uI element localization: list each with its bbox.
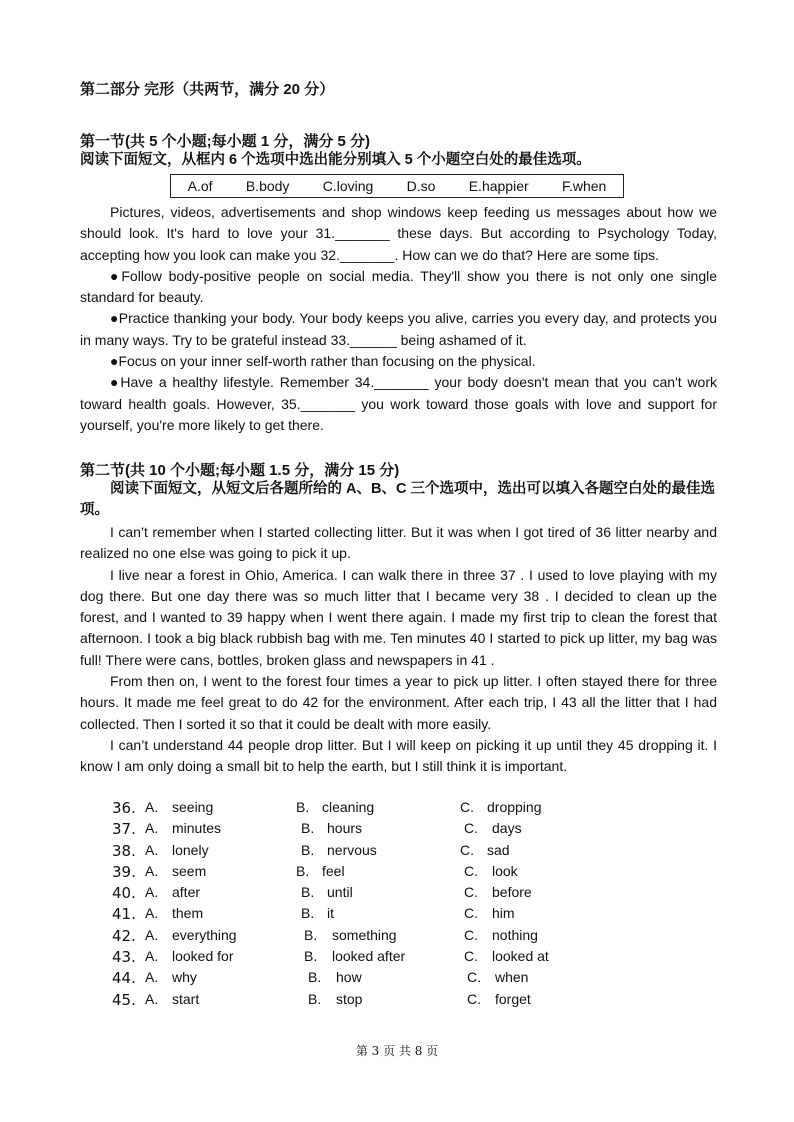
bullet-item: ●Practice thanking your body. Your body keeps you alive, carries you every day, and protects you in many ways. Try to be grateful instead 33.______ being ashamed of it. — [80, 310, 717, 348]
section2-instruction: 阅读下面短文，从短文后各题所给的 A、B、C 三个选项中，选出可以填入各题空白处的最佳选项。 — [80, 481, 715, 518]
paragraph: I can’t understand 44 people drop litter. But I will keep on picking it up until they 45 dropping it. I know I am only doing a small bit to help the earth, but I still think it is important. — [80, 736, 717, 775]
choice-row: 45. A. start B. stop C. forget — [112, 990, 531, 1009]
choice-row: 42. A. everything B. something C. nothing — [112, 926, 538, 945]
section1-title: 第一节(共 5 个小题;每小题 1 分，满分 5 分) — [80, 133, 371, 150]
bullet-icon: ● — [110, 374, 121, 391]
paragraph: Pictures, videos, advertisements and shop windows keep feeding us messages about how we should look. It's hard to love your 31._______ these days. But according to Psychology Today, accepting how you look can make you 32._______. How can we do that? Here are some tips. — [80, 204, 717, 263]
paragraph: I can’t remember when I started collecting litter. But it was when I got tired of 36 litter nearby and realized no one else was going to pick it up. — [80, 524, 717, 562]
option-a: A.of — [187, 178, 213, 194]
option-d: D.so — [406, 178, 436, 194]
part-title: 第二部分 完形（共两节，满分 20 分） — [80, 81, 335, 98]
bullet-icon: ● — [110, 267, 122, 284]
paragraph: From then on, I went to the forest four times a year to pick up litter. I often stayed there for three hours. It made me feel great to do 42 for the environment. After each trip, I 43 all the litter that I had collected. Then I sorted it so that it could be dealt with more easily. — [80, 673, 717, 732]
choice-row: 37. A. minutes B. hours C. days — [112, 820, 522, 839]
choice-row: 43. A. looked for B. looked after C. looked at — [112, 948, 549, 967]
section2-passage — [80, 522, 717, 778]
option-b: B.body — [245, 178, 290, 194]
choices-list — [112, 799, 612, 1012]
choice-row: 41. A. them B. it C. him — [112, 905, 515, 924]
option-box — [170, 174, 624, 198]
choice-row: 40. A. after B. until C. before — [112, 884, 532, 903]
choice-row: 36. A. seeing B. cleaning C. dropping — [112, 799, 542, 817]
bullet-icon: ● — [110, 353, 119, 370]
choice-row: 44. A. why B. how C. when — [112, 969, 529, 988]
section1-instruction: 阅读下面短文，从框内 6 个选项中选出能分别填入 5 个小题空白处的最佳选项。 — [80, 152, 591, 168]
section1-passage — [80, 202, 717, 436]
section2-title: 第二节(共 10 个小题;每小题 1.5 分，满分 15 分) — [80, 462, 400, 479]
choice-row: 39. A. seem B. feel C. look — [112, 862, 518, 881]
paragraph: I live near a forest in Ohio, America. I can walk there in three 37 . I used to love playing with my dog there. But one day there was so much litter that I became very 38 . I decided to clean up the forest, and I wanted to 39 happy when I went there again. I made my first trip to clean the forest that afternoon. I took a big black rubbish bag with me. Ten minutes 40 I started to pick up litter, my bag was full! There were cans, bottles, broken glass and newspapers in 41 . — [80, 566, 717, 668]
option-c: C.loving — [322, 178, 374, 194]
choice-row: 38. A. lonely B. nervous C. sad — [112, 841, 510, 860]
page-footer: 第 3 页 共 8 页 — [355, 1044, 439, 1058]
option-f: F.when — [561, 178, 607, 194]
bullet-item: ●Follow body-positive people on social media. They'll show you there is not only one single standard for beauty. — [80, 267, 717, 306]
bullet-item: ●Focus on your inner self-worth rather than focusing on the physical. — [110, 353, 536, 370]
option-e: E.happier — [468, 178, 529, 194]
bullet-item: ●Have a healthy lifestyle. Remember 34._______ your body doesn't mean that you can't work toward health goals. However, 35._______ you work toward those goals with love and support for yourself, you're more likely to get there. — [80, 374, 717, 433]
bullet-icon: ● — [110, 310, 119, 327]
